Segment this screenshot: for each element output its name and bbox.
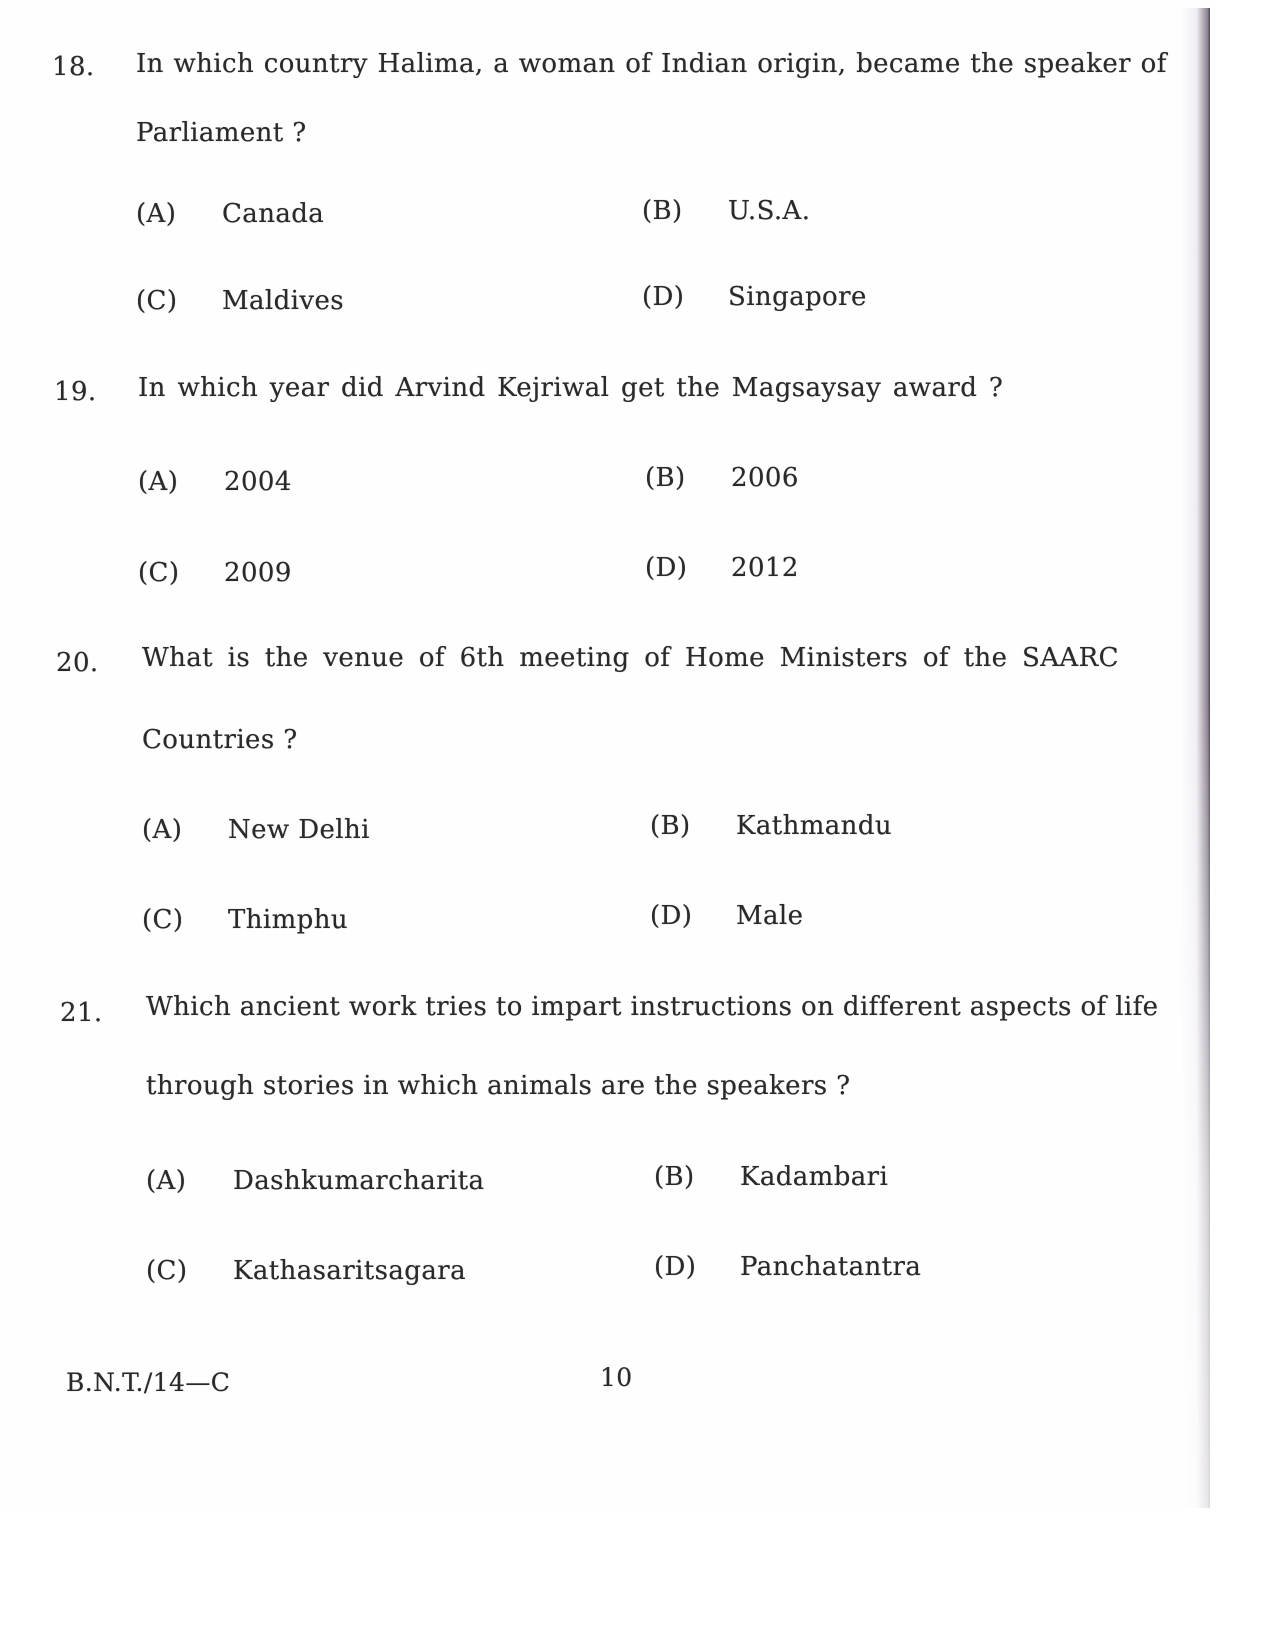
option-d-text: Singapore: [728, 282, 867, 312]
option-d-label: (D): [642, 282, 685, 312]
option-a-label: (A): [146, 1166, 187, 1196]
question-text-line-2: Countries ?: [142, 725, 298, 755]
option-c-label: (C): [136, 286, 178, 316]
option-a-text: 2004: [224, 467, 292, 497]
option-d-label: (D): [645, 553, 688, 583]
option-d-label: (D): [654, 1252, 697, 1282]
page-number: 10: [600, 1363, 633, 1392]
option-d-text: Male: [736, 901, 804, 931]
question-text-line-2: through stories in which animals are the speakers ?: [146, 1071, 851, 1101]
option-a-label: (A): [138, 467, 179, 497]
option-a-text: Dashkumarcharita: [233, 1166, 485, 1196]
option-b-text: 2006: [731, 463, 799, 493]
question-text-line-1: What is the venue of 6th meeting of Home Ministers of the SAARC: [142, 643, 1119, 673]
question-text-line-1: Which ancient work tries to impart instructions on different aspects of life: [146, 992, 1159, 1022]
option-d-text: Panchatantra: [740, 1252, 922, 1282]
option-c-label: (C): [138, 558, 180, 588]
option-c-label: (C): [146, 1256, 188, 1286]
option-c-text: Thimphu: [228, 905, 348, 935]
option-c-text: 2009: [224, 558, 292, 588]
question-text-line-1: In which year did Arvind Kejriwal get the Magsaysay award ?: [138, 373, 1004, 403]
page-binding-shadow-fade: [1180, 700, 1210, 1510]
question-text-line-1: In which country Halima, a woman of Indian origin, became the speaker of: [136, 49, 1167, 79]
option-a-text: Canada: [222, 199, 325, 229]
option-d-label: (D): [650, 901, 693, 931]
option-c-label: (C): [142, 905, 184, 935]
option-a-label: (A): [142, 815, 183, 845]
option-b-label: (B): [650, 811, 691, 841]
option-c-text: Kathasaritsagara: [233, 1256, 466, 1286]
question-number: 19.: [54, 377, 97, 407]
question-text-line-2: Parliament ?: [136, 118, 307, 148]
option-b-label: (B): [645, 463, 686, 493]
paper-code: B.N.T./14—C: [66, 1368, 231, 1397]
option-d-text: 2012: [731, 553, 799, 583]
option-c-text: Maldives: [222, 286, 345, 316]
question-number: 20.: [56, 648, 99, 678]
option-b-text: U.S.A.: [728, 196, 811, 226]
question-number: 18.: [52, 52, 95, 82]
option-b-label: (B): [654, 1162, 695, 1192]
option-a-label: (A): [136, 199, 177, 229]
option-b-text: Kadambari: [740, 1162, 889, 1192]
option-a-text: New Delhi: [228, 815, 370, 845]
option-b-text: Kathmandu: [736, 811, 893, 841]
option-b-label: (B): [642, 196, 683, 226]
question-number: 21.: [60, 998, 103, 1028]
